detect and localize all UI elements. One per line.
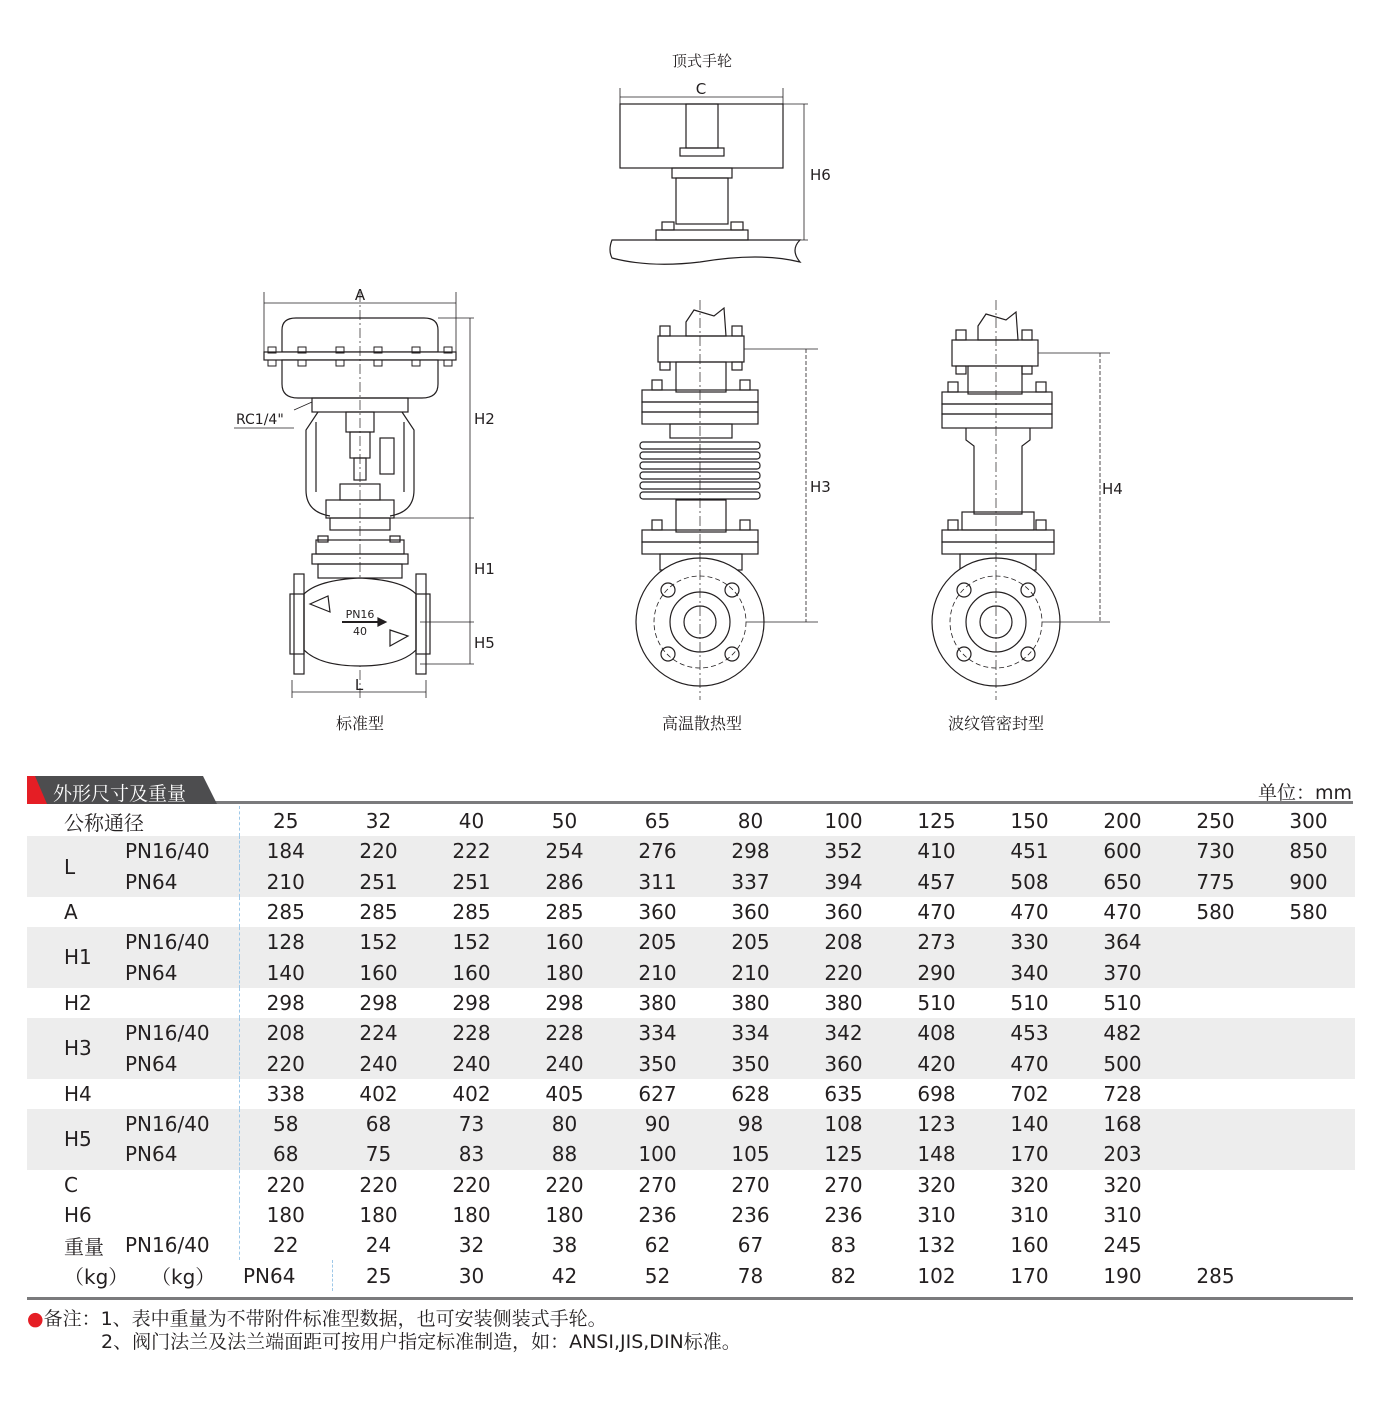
table-cell: 240 [332,1048,425,1078]
table-cell: 627 [638,1081,677,1106]
table-cell: 370 [1076,957,1169,987]
table-cell: 410 [890,836,983,866]
table-cell: 90 [611,1109,704,1139]
row-group-label: H4 [64,1081,92,1106]
table-cell: 352 [797,836,890,866]
row-group-label: H5 [27,1109,121,1170]
table-cell: 270 [638,1172,677,1197]
table-cell: 184 [239,836,332,866]
table-cell: 311 [611,867,704,897]
table-cell: 900 [1262,867,1355,897]
table-cell: 457 [890,867,983,897]
table-cell: 470 [917,900,956,925]
table-cell: 380 [638,990,677,1015]
table-cell: 228 [518,1018,611,1048]
table-cell: 360 [824,900,863,925]
row-sub-label [121,1079,239,1109]
row-sub-label: PN16/40 [121,1018,239,1048]
table-cell: 105 [704,1139,797,1169]
table-cell: 298 [359,990,398,1015]
table-row [27,836,1355,866]
table-cell [1262,957,1355,987]
table-row [27,1170,1355,1200]
table-cell: 132 [917,1233,956,1258]
row-group-label: （kg） [64,1265,129,1290]
table-cell: 245 [1103,1233,1142,1258]
size-cell: 25 [273,809,299,834]
size-cell: 125 [917,809,956,834]
table-row [27,867,1355,897]
table-row [27,1260,1355,1290]
table-row [27,1139,1355,1169]
caption-bellows: 波纹管密封型 [947,714,1045,733]
table-cell: 68 [239,1139,332,1169]
caption-standard: 标准型 [335,714,385,733]
table-cell: 270 [731,1172,770,1197]
table-cell [1262,1230,1355,1260]
table-cell: 240 [425,1048,518,1078]
table-cell: 108 [797,1109,890,1139]
table-cell: 635 [824,1081,863,1106]
table-cell: 83 [830,1233,857,1258]
table-row [27,897,1355,927]
table-row [27,1048,1355,1078]
table-cell [1262,1048,1355,1078]
table-cell: 380 [731,990,770,1015]
size-cell: 300 [1289,809,1328,834]
table-cell: 228 [425,1018,518,1048]
table-row [27,927,1355,957]
table-cell: 75 [332,1139,425,1169]
table-cell: 320 [917,1172,956,1197]
table-cell: 510 [1103,990,1142,1015]
table-cell: 380 [824,990,863,1015]
table-cell: 32 [458,1233,485,1258]
table-cell: 470 [1103,900,1142,925]
dim-label-c: C [695,80,707,98]
table-cell: 420 [890,1048,983,1078]
table-cell: 285 [1196,1263,1235,1288]
table-cell: 482 [1076,1018,1169,1048]
table-cell: 102 [917,1263,956,1288]
table-cell: 334 [611,1018,704,1048]
table-row [27,1230,1355,1260]
row-group-label: 重量 [64,1234,104,1259]
table-cell: 180 [452,1203,491,1227]
table-cell: 350 [611,1048,704,1078]
table-cell: 78 [737,1263,764,1288]
table-cell: 168 [1076,1109,1169,1139]
pn-sub-label: 40 [353,625,367,638]
table-cell: 24 [365,1233,392,1258]
table-cell: 220 [797,957,890,987]
size-cell: 80 [737,809,764,834]
dim-label-h3: H3 [810,478,831,496]
table-cell: 276 [611,836,704,866]
row-group-label: C [64,1172,78,1197]
row-group-label: H3 [27,1018,121,1079]
table-cell: 254 [518,836,611,866]
row-sub-label [121,988,239,1018]
table-cell: 152 [332,927,425,957]
table-bottom-divider [27,1297,1353,1300]
high-temp-valve-drawing [636,300,818,700]
table-cell: 290 [890,957,983,987]
table-cell: 160 [1010,1233,1049,1258]
row-sub-label [121,1200,239,1230]
row-sub-label: PN16/40 [121,836,239,866]
table-cell: 338 [266,1081,305,1106]
table-cell: 285 [452,900,491,925]
table-cell: 320 [1103,1172,1142,1197]
dimension-table [27,806,1356,1291]
table-row [27,1018,1355,1048]
rc-label: RC1/4" [236,412,284,428]
row-group-label: （kg） [151,1265,216,1290]
size-cell: 250 [1196,809,1235,834]
table-cell: 298 [545,990,584,1015]
table-cell: 100 [611,1139,704,1169]
table-body [27,806,1355,1291]
dim-label-l: L [354,676,364,694]
table-cell [1169,1079,1262,1109]
table-cell: 62 [644,1233,671,1258]
table-cell: 310 [1103,1203,1142,1227]
table-cell: 453 [983,1018,1076,1048]
table-cell: 203 [1076,1139,1169,1169]
table-cell: 170 [983,1139,1076,1169]
table-cell: 42 [551,1263,578,1288]
table-cell: 220 [266,1172,305,1197]
table-cell: 360 [638,900,677,925]
row-sub-label [121,897,239,927]
table-cell [1169,1230,1262,1260]
row-group-label: H2 [64,990,92,1015]
row-group-label: L [27,836,121,897]
row-sub-label: PN64 [239,1260,332,1290]
table-cell: 510 [1010,990,1049,1015]
table-cell: 140 [983,1109,1076,1139]
table-cell: 298 [704,836,797,866]
standard-valve-drawing [234,292,474,700]
table-cell: 220 [239,1048,332,1078]
table-cell: 451 [983,836,1076,866]
table-cell: 285 [545,900,584,925]
table-cell: 160 [518,927,611,957]
row-group-label: H6 [64,1203,92,1227]
table-title-bar [27,776,1353,804]
row-sub-label: PN64 [121,1048,239,1078]
row-sub-label: PN16/40 [121,1230,239,1260]
table-cell: 123 [890,1109,983,1139]
table-cell: 180 [545,1203,584,1227]
table-cell: 360 [731,900,770,925]
note-line-1-text: 备注：1、表中重量为不带附件标准型数据，也可安装侧装式手轮。 [43,1308,607,1330]
table-cell: 286 [518,867,611,897]
table-row [27,957,1355,987]
table-cell: 180 [266,1203,305,1227]
table-cell: 220 [452,1172,491,1197]
table-cell: 125 [797,1139,890,1169]
table-cell: 224 [332,1018,425,1048]
handwheel-drawing [610,88,808,264]
note-line-2 [27,1331,741,1354]
table-cell: 58 [239,1109,332,1139]
header-row [27,806,1355,836]
table-cell [1169,1139,1262,1169]
dim-label-h6: H6 [810,166,831,184]
size-cell: 200 [1103,809,1142,834]
table-cell [1169,988,1262,1018]
table-cell: 580 [1289,900,1328,925]
table-cell [1262,988,1355,1018]
table-cell: 220 [359,1172,398,1197]
table-cell: 190 [1103,1263,1142,1288]
bellows-valve-drawing [932,300,1110,700]
table-cell: 73 [425,1109,518,1139]
table-cell [1169,1018,1262,1048]
dim-label-h1: H1 [474,560,495,578]
table-cell: 180 [518,957,611,987]
dim-label-h4: H4 [1102,480,1123,498]
table-cell: 580 [1196,900,1235,925]
table-cell: 340 [983,957,1076,987]
table-row [27,1109,1355,1139]
table-cell [1262,1139,1355,1169]
table-cell: 236 [731,1203,770,1227]
table-cell: 850 [1262,836,1355,866]
table-cell: 205 [704,927,797,957]
table-cell: 360 [797,1048,890,1078]
row-sub-label: PN64 [121,957,239,987]
table-cell: 148 [890,1139,983,1169]
table-cell [1262,927,1355,957]
table-cell: 251 [332,867,425,897]
table-cell: 310 [917,1203,956,1227]
table-cell: 273 [890,927,983,957]
handwheel-title: 顶式手轮 [671,52,733,70]
table-cell: 730 [1169,836,1262,866]
table-cell: 80 [518,1109,611,1139]
table-cell: 337 [704,867,797,897]
table-cell: 52 [644,1263,671,1288]
note-line-2-text: 2、阀门法兰及法兰端面距可按用户指定标准制造，如：ANSI,JIS,DIN标准。 [101,1331,741,1353]
table-row [27,1079,1355,1109]
table-cell: 222 [425,836,518,866]
table-cell: 25 [366,1263,392,1288]
table-cell: 628 [731,1081,770,1106]
table-cell [1169,1170,1262,1200]
dim-label-a: A [354,286,366,304]
table-cell: 68 [332,1109,425,1139]
table-cell: 334 [704,1018,797,1048]
table-cell [1262,1109,1355,1139]
table-cell [1262,1079,1355,1109]
table-row [27,988,1355,1018]
table-cell: 210 [239,867,332,897]
table-cell [1262,1170,1355,1200]
table-cell: 210 [704,957,797,987]
table-cell: 30 [458,1263,485,1288]
table-cell: 82 [830,1263,857,1288]
table-cell: 342 [797,1018,890,1048]
table-cell: 83 [425,1139,518,1169]
table-cell: 152 [425,927,518,957]
table-cell: 88 [518,1139,611,1169]
table-cell [1169,1200,1262,1230]
table-cell: 240 [518,1048,611,1078]
table-cell [1169,1109,1262,1139]
table-cell: 236 [824,1203,863,1227]
table-cell [1169,1048,1262,1078]
table-cell: 775 [1169,867,1262,897]
row-sub-label [121,1170,239,1200]
table-cell: 402 [452,1081,491,1106]
table-cell: 220 [545,1172,584,1197]
table-cell [1169,927,1262,957]
table-cell: 510 [917,990,956,1015]
table-cell: 285 [359,900,398,925]
table-cell: 470 [983,1048,1076,1078]
table-cell: 728 [1103,1081,1142,1106]
table-cell [1169,957,1262,987]
size-cell: 40 [458,809,485,834]
table-cell: 405 [545,1081,584,1106]
table-cell: 508 [983,867,1076,897]
table-cell: 500 [1076,1048,1169,1078]
table-cell [1262,1200,1355,1230]
table-cell: 236 [638,1203,677,1227]
note-line-1 [27,1308,741,1331]
dim-label-h5: H5 [474,634,495,652]
table-cell: 600 [1076,836,1169,866]
table-cell: 205 [611,927,704,957]
dim-label-h2: H2 [474,410,495,428]
table-cell: 394 [797,867,890,897]
row-group-label: H1 [27,927,121,988]
table-cell: 128 [239,927,332,957]
table-cell: 98 [704,1109,797,1139]
notes [27,1308,741,1354]
row-group-label: A [64,900,78,925]
size-cell: 150 [1010,809,1049,834]
table-cell: 270 [824,1172,863,1197]
table-cell: 170 [1010,1263,1049,1288]
table-cell: 285 [266,900,305,925]
table-cell: 320 [1010,1172,1049,1197]
table-cell: 220 [332,836,425,866]
table-cell: 251 [425,867,518,897]
table-cell: 180 [359,1203,398,1227]
table-cell: 650 [1076,867,1169,897]
table-cell: 470 [1010,900,1049,925]
size-cell: 65 [644,809,671,834]
table-cell: 698 [917,1081,956,1106]
size-cell: 50 [551,809,578,834]
table-cell: 702 [1010,1081,1049,1106]
row-sub-label: PN16/40 [121,1109,239,1139]
table-title: 外形尺寸及重量 [53,783,187,805]
size-cell: 32 [365,809,392,834]
size-cell: 100 [824,809,863,834]
header-label: 公称通径 [27,806,239,836]
table-cell: 408 [890,1018,983,1048]
table-cell [1262,1260,1355,1290]
table-cell: 210 [611,957,704,987]
pn-label: PN16 [345,608,375,621]
unit-label: 单位：mm [1257,782,1352,804]
row-sub-label: PN16/40 [121,927,239,957]
table-row [27,1200,1355,1230]
table-cell: 67 [737,1233,764,1258]
table-cell: 160 [332,957,425,987]
table-cell: 160 [425,957,518,987]
table-cell [1262,1018,1355,1048]
bullet-dot-icon: ● [27,1308,44,1330]
table-cell: 298 [452,990,491,1015]
table-cell: 298 [266,990,305,1015]
table-cell: 310 [1010,1203,1049,1227]
row-sub-label: PN64 [121,867,239,897]
table-cell: 208 [797,927,890,957]
table-cell: 140 [239,957,332,987]
table-cell: 22 [273,1233,299,1258]
row-sub-label: PN64 [121,1139,239,1169]
table-cell: 208 [239,1018,332,1048]
table-cell: 402 [359,1081,398,1106]
table-cell: 38 [551,1233,578,1258]
table-cell: 364 [1076,927,1169,957]
table-cell: 330 [983,927,1076,957]
title-divider [27,801,1353,804]
caption-high-temp: 高温散热型 [661,714,743,733]
table-cell: 350 [704,1048,797,1078]
